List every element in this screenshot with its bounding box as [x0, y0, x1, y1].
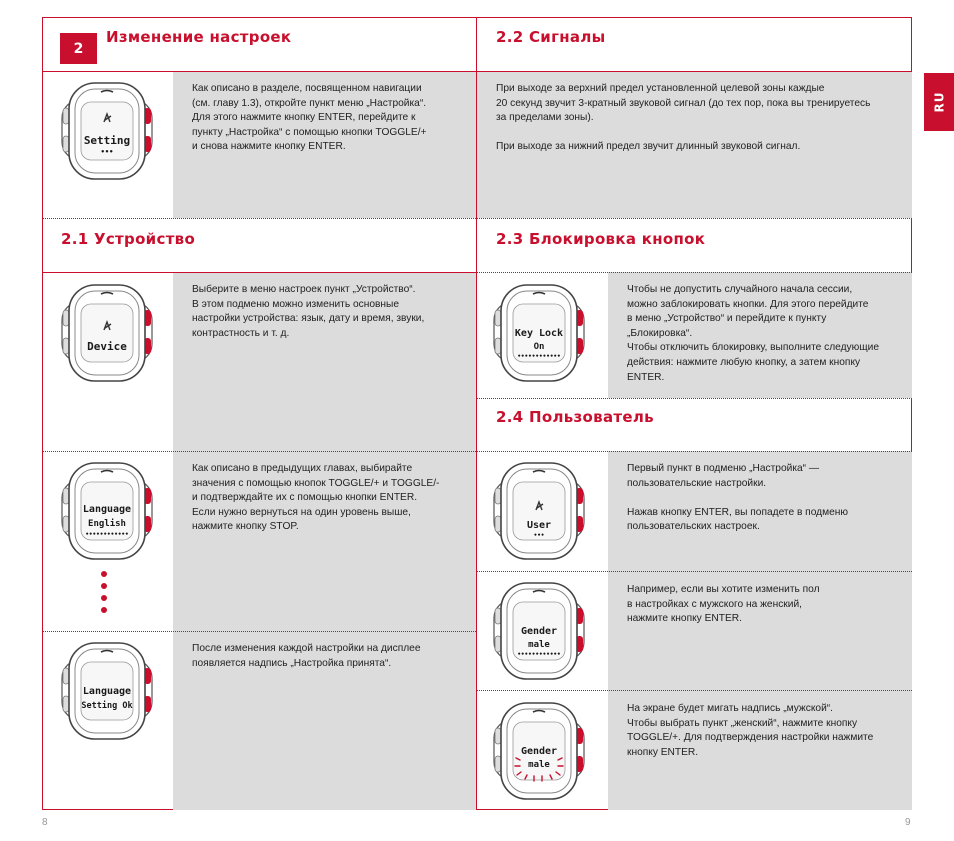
watch-gender [492, 578, 586, 688]
screen-sub-text: English [88, 519, 126, 529]
screen-main-text: Language [82, 686, 132, 697]
section-24-title: 2.4 Пользователь [496, 408, 654, 426]
rule-right-row-2 [477, 571, 912, 572]
screen-main-text: Setting [83, 134, 131, 147]
accepted-text: После изменения каждой настройки на дисплее появляется надпись „Настройка принята“. [192, 643, 421, 669]
screen-sub-text: Setting Ok [81, 701, 133, 711]
rule-right-row-3 [477, 690, 912, 691]
chapter-number-badge: 2 [60, 33, 97, 64]
rule-21-top [42, 218, 476, 219]
watch-gender-blink [492, 698, 586, 808]
screen-main-text: Device [87, 340, 127, 353]
rule-left-row-2 [42, 451, 476, 452]
watch-device [60, 280, 154, 390]
screen-sub-text: male [528, 760, 550, 770]
progress-dot [101, 583, 107, 589]
screen-main-text: Key Lock [514, 328, 564, 339]
section-21-title: 2.1 Устройство [61, 230, 196, 248]
rule-23-top [477, 218, 912, 219]
rule-top-right [477, 71, 912, 72]
screen-main-text: User [526, 520, 552, 531]
svg-text:•••: ••• [100, 148, 114, 156]
page-number-left: 8 [42, 817, 48, 828]
page-number-right: 9 [905, 817, 911, 828]
device-panel [173, 272, 476, 810]
rule-top-left [42, 71, 477, 72]
gender-text: Например, если вы хотите изменить пол в настройках с мужского на женский, нажмите кнопку ENTER. [627, 584, 820, 625]
screen-main-text: Language [82, 504, 132, 515]
svg-text:••••••••••••: •••••••••••• [517, 353, 561, 360]
signals-text: При выходе за верхний предел установленной целевой зоны каждые 20 секунд звучит 3-кратный звуковой сигнал (до тех пор, пока вы тренируетесь за пределами зоны). При выходе за нижний предел звучит длинный звуковой сигнал. [496, 83, 871, 153]
rule-left-row-3 [42, 631, 476, 632]
svg-text:••••••••••••: •••••••••••• [517, 651, 561, 658]
keylock-text: Чтобы не допустить случайного начала сессии, можно заблокировать кнопки. Для этого перейдите в меню „Устройство“ и перейдите к пункту „Блокировка“. Чтобы отключить блокировку, выполните следующие действия: нажмите любую кнопку, а затем кнопку ENTER. [627, 284, 880, 383]
svg-text:••••••••••••: •••••••••••• [85, 531, 129, 538]
svg-text:•••: ••• [533, 532, 545, 539]
screen-sub-text: On [533, 342, 545, 352]
language-tab: RU [924, 73, 954, 131]
watch-user [492, 458, 586, 568]
watch-setting [60, 78, 154, 188]
rule-24-top [477, 398, 912, 399]
progress-dot [101, 607, 107, 613]
watch-keylock [492, 280, 586, 390]
section-23-title: 2.3 Блокировка кнопок [496, 230, 706, 248]
rule-23-bottom [477, 272, 912, 273]
intro-text: Как описано в разделе, посвященном навигации (см. главу 1.3), откройте пункт меню „Настройка“. Для этого нажмите кнопку ENTER, перейдите к пункту „Настройка“ с помощью кнопки TOGGLE/+ и снова нажмите кнопку ENTER. [192, 83, 427, 153]
progress-dot [101, 571, 107, 577]
user-text: Первый пункт в подменю „Настройка“ — пользовательские настройки. Нажав кнопку ENTER, вы попадете в подменю пользовательских настроек. [627, 463, 849, 533]
section-22-title: 2.2 Сигналы [496, 28, 606, 46]
language-text: Как описано в предыдущих главах, выбирайте значения с помощью кнопок TOGGLE/+ и TOGGLE/- и подтверждайте их с помощью кнопки ENTER. Если нужно вернуться на один уровень выше, нажмите кнопку STOP. [192, 463, 440, 533]
progress-dot [101, 595, 107, 601]
device-text: Выберите в меню настроек пункт „Устройство“. В этом подменю можно изменить основные настройки устройства: язык, дату и время, звуки, контрастность и т. д. [192, 284, 425, 339]
screen-main-text: Gender [520, 626, 558, 637]
rule-21-bottom [42, 272, 476, 273]
screen-sub-text: male [528, 640, 550, 650]
screen-main-text: Gender [520, 746, 558, 757]
watch-language [60, 458, 154, 568]
watch-setting-ok [60, 638, 154, 748]
rule-24-bottom [477, 451, 912, 452]
blink-text: На экране будет мигать надпись „мужской“. Чтобы выбрать пункт „женский“, нажмите кнопку TOGGLE/+. Для подтверждения настройки нажмите кнопку ENTER. [627, 703, 874, 758]
chapter-title: Изменение настроек [106, 28, 292, 46]
